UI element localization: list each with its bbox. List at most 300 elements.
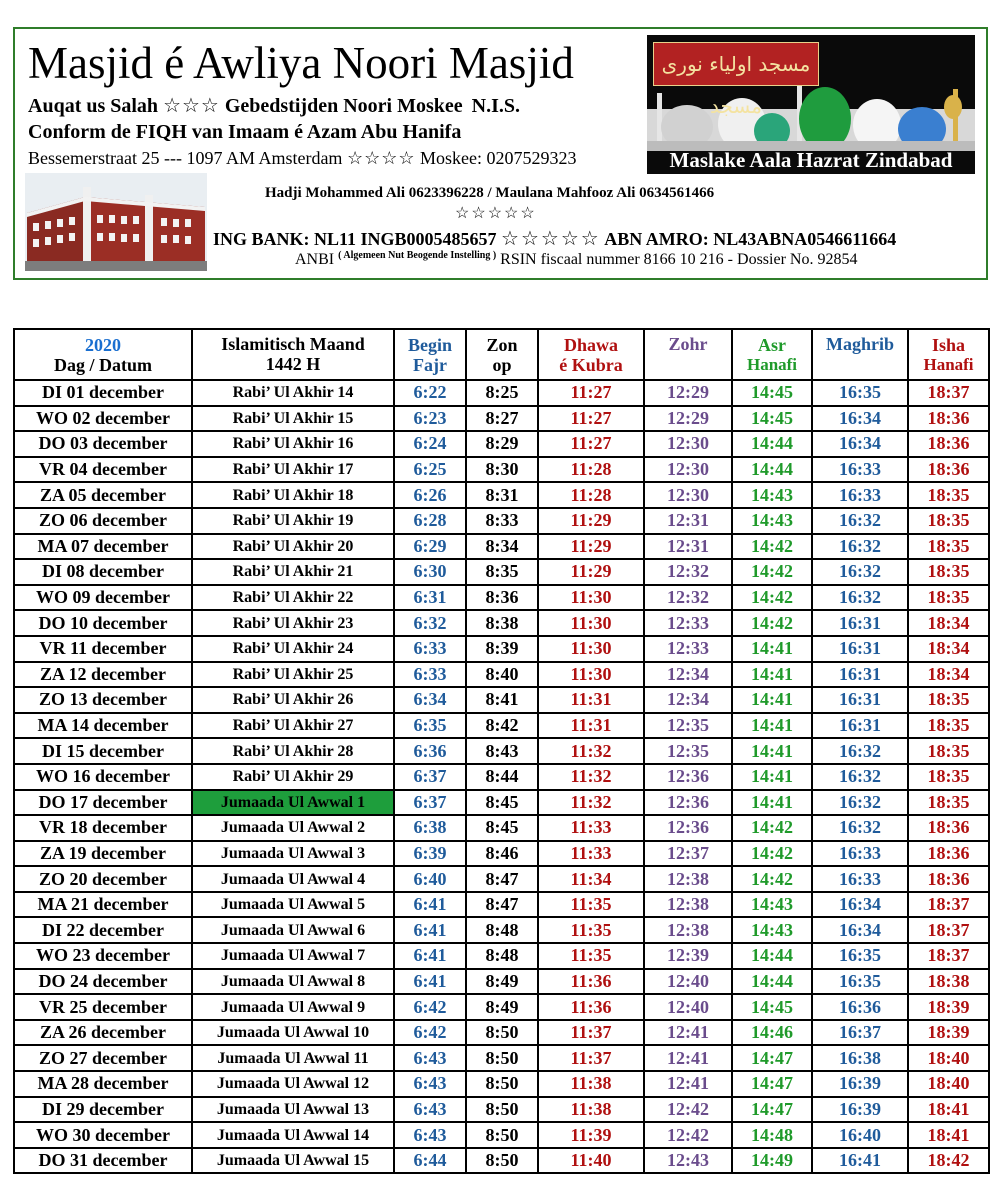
- cell-zohr: 12:31: [644, 534, 732, 560]
- cell-sunrise: 8:50: [466, 1020, 538, 1046]
- cell-dhawa: 11:30: [538, 636, 644, 662]
- header-asr-line2: Hanafi: [746, 354, 798, 374]
- cell-date: DI 22 december: [14, 917, 192, 943]
- cell-fajr: 6:43: [394, 1122, 466, 1148]
- cell-islamic-month: Jumaada Ul Awwal 9: [192, 994, 394, 1020]
- cell-maghrib: 16:31: [812, 636, 908, 662]
- table-row: [14, 431, 989, 457]
- table-row: [14, 559, 989, 585]
- cell-zohr: 12:33: [644, 636, 732, 662]
- cell-dhawa: 11:28: [538, 482, 644, 508]
- cell-fajr: 6:31: [394, 585, 466, 611]
- header-fajr-line1: Begin: [407, 334, 452, 355]
- cell-isha: 18:35: [908, 713, 989, 739]
- cell-maghrib: 16:36: [812, 994, 908, 1020]
- cell-isha: 18:38: [908, 969, 989, 995]
- table-row: [14, 1148, 989, 1174]
- cell-dhawa: 11:30: [538, 585, 644, 611]
- cell-maghrib: 16:33: [812, 457, 908, 483]
- header-zohr-label: Zohr: [668, 334, 708, 354]
- cell-isha: 18:42: [908, 1148, 989, 1174]
- cell-zohr: 12:38: [644, 866, 732, 892]
- cell-islamic-month: Jumaada Ul Awwal 6: [192, 917, 394, 943]
- mosque-domes-illustration: [647, 79, 975, 151]
- cell-zohr: 12:36: [644, 815, 732, 841]
- cell-isha: 18:40: [908, 1045, 989, 1071]
- cell-date: ZO 13 december: [14, 687, 192, 713]
- cell-zohr: 12:30: [644, 482, 732, 508]
- header-box: [13, 27, 988, 280]
- cell-maghrib: 16:41: [812, 1148, 908, 1174]
- cell-dhawa: 11:33: [538, 841, 644, 867]
- cell-date: MA 14 december: [14, 713, 192, 739]
- cell-asr: 14:43: [732, 917, 812, 943]
- cell-maghrib: 16:32: [812, 790, 908, 816]
- table-row: [14, 815, 989, 841]
- cell-zohr: 12:36: [644, 764, 732, 790]
- cell-asr: 14:45: [732, 994, 812, 1020]
- cell-isha: 18:36: [908, 841, 989, 867]
- anbi-line: [295, 250, 857, 269]
- cell-dhawa: 11:29: [538, 508, 644, 534]
- cell-date: DI 01 december: [14, 380, 192, 406]
- cell-dhawa: 11:33: [538, 815, 644, 841]
- cell-sunrise: 8:49: [466, 969, 538, 995]
- cell-fajr: 6:42: [394, 994, 466, 1020]
- cell-zohr: 12:29: [644, 380, 732, 406]
- cell-date: MA 21 december: [14, 892, 192, 918]
- cell-islamic-month: Jumaada Ul Awwal 14: [192, 1122, 394, 1148]
- cell-asr: 14:47: [732, 1045, 812, 1071]
- header-asr-line1: Asr: [758, 334, 786, 355]
- cell-asr: 14:47: [732, 1097, 812, 1123]
- cell-zohr: 12:42: [644, 1097, 732, 1123]
- cell-sunrise: 8:50: [466, 1148, 538, 1174]
- header-islamic-month: [192, 329, 394, 380]
- cell-zohr: 12:38: [644, 917, 732, 943]
- cell-isha: 18:35: [908, 790, 989, 816]
- cell-zohr: 12:43: [644, 1148, 732, 1174]
- cell-isha: 18:35: [908, 559, 989, 585]
- cell-islamic-month: Rabi’ Ul Akhir 22: [192, 585, 394, 611]
- cell-zohr: 12:41: [644, 1045, 732, 1071]
- cell-date: ZA 26 december: [14, 1020, 192, 1046]
- cell-sunrise: 8:39: [466, 636, 538, 662]
- cell-zohr: 12:36: [644, 790, 732, 816]
- cell-date: DI 15 december: [14, 738, 192, 764]
- cell-dhawa: 11:30: [538, 662, 644, 688]
- cell-asr: 14:42: [732, 559, 812, 585]
- cell-isha: 18:34: [908, 636, 989, 662]
- cell-islamic-month: Jumaada Ul Awwal 12: [192, 1071, 394, 1097]
- cell-zohr: 12:40: [644, 994, 732, 1020]
- cell-fajr: 6:35: [394, 713, 466, 739]
- cell-isha: 18:35: [908, 534, 989, 560]
- cell-sunrise: 8:29: [466, 431, 538, 457]
- cell-date: ZA 12 december: [14, 662, 192, 688]
- cell-sunrise: 8:49: [466, 994, 538, 1020]
- cell-islamic-month: Rabi’ Ul Akhir 16: [192, 431, 394, 457]
- cell-fajr: 6:30: [394, 559, 466, 585]
- cell-isha: 18:35: [908, 764, 989, 790]
- auqat-label: Auqat us Salah: [28, 95, 159, 117]
- cell-asr: 14:41: [732, 662, 812, 688]
- cell-sunrise: 8:40: [466, 662, 538, 688]
- cell-zohr: 12:34: [644, 662, 732, 688]
- cell-isha: 18:37: [908, 917, 989, 943]
- cell-fajr: 6:38: [394, 815, 466, 841]
- stars-decoration: ☆☆☆☆☆: [455, 205, 537, 222]
- header-dhawa-line2: é Kubra: [559, 354, 623, 375]
- table-row: [14, 662, 989, 688]
- cell-dhawa: 11:39: [538, 1122, 644, 1148]
- table-row: [14, 917, 989, 943]
- cell-sunrise: 8:30: [466, 457, 538, 483]
- cell-date: ZO 06 december: [14, 508, 192, 534]
- header-zohr: [644, 329, 732, 380]
- cell-zohr: 12:38: [644, 892, 732, 918]
- cell-asr: 14:48: [732, 1122, 812, 1148]
- cell-fajr: 6:22: [394, 380, 466, 406]
- table-row: [14, 790, 989, 816]
- cell-zohr: 12:37: [644, 841, 732, 867]
- cell-date: VR 04 december: [14, 457, 192, 483]
- table-row: [14, 943, 989, 969]
- cell-fajr: 6:37: [394, 790, 466, 816]
- cell-maghrib: 16:32: [812, 559, 908, 585]
- table-row: [14, 1071, 989, 1097]
- cell-asr: 14:42: [732, 815, 812, 841]
- table-row: [14, 585, 989, 611]
- cell-zohr: 12:30: [644, 457, 732, 483]
- cell-maghrib: 16:38: [812, 1045, 908, 1071]
- cell-maghrib: 16:32: [812, 585, 908, 611]
- table-row: [14, 1122, 989, 1148]
- cell-sunrise: 8:38: [466, 610, 538, 636]
- header-dhawa: [538, 329, 644, 380]
- cell-asr: 14:47: [732, 1071, 812, 1097]
- cell-fajr: 6:36: [394, 738, 466, 764]
- cell-dhawa: 11:37: [538, 1020, 644, 1046]
- table-header-row: [14, 329, 989, 380]
- cell-fajr: 6:43: [394, 1045, 466, 1071]
- table-row: [14, 380, 989, 406]
- header-fajr: [394, 329, 466, 380]
- table-row: [14, 1045, 989, 1071]
- cell-maghrib: 16:31: [812, 662, 908, 688]
- cell-islamic-month: Rabi’ Ul Akhir 21: [192, 559, 394, 585]
- cell-dhawa: 11:35: [538, 917, 644, 943]
- cell-asr: 14:43: [732, 482, 812, 508]
- cell-fajr: 6:33: [394, 636, 466, 662]
- cell-date: DO 24 december: [14, 969, 192, 995]
- cell-sunrise: 8:27: [466, 406, 538, 432]
- cell-maghrib: 16:32: [812, 764, 908, 790]
- cell-dhawa: 11:27: [538, 431, 644, 457]
- cell-fajr: 6:40: [394, 866, 466, 892]
- cell-sunrise: 8:34: [466, 534, 538, 560]
- cell-asr: 14:41: [732, 687, 812, 713]
- header-isha-line2: Hanafi: [923, 354, 974, 374]
- cell-zohr: 12:32: [644, 559, 732, 585]
- header-year: 2020: [85, 334, 121, 355]
- cell-maghrib: 16:35: [812, 969, 908, 995]
- cell-islamic-month: Jumaada Ul Awwal 5: [192, 892, 394, 918]
- cell-isha: 18:39: [908, 1020, 989, 1046]
- cell-dhawa: 11:38: [538, 1071, 644, 1097]
- cell-date: VR 18 december: [14, 815, 192, 841]
- cell-fajr: 6:41: [394, 943, 466, 969]
- cell-maghrib: 16:35: [812, 380, 908, 406]
- cell-isha: 18:36: [908, 815, 989, 841]
- cell-date: DO 03 december: [14, 431, 192, 457]
- cell-isha: 18:36: [908, 457, 989, 483]
- cell-isha: 18:36: [908, 866, 989, 892]
- cell-maghrib: 16:33: [812, 866, 908, 892]
- salah-times-line: [28, 93, 520, 118]
- cell-date: VR 25 december: [14, 994, 192, 1020]
- cell-dhawa: 11:28: [538, 457, 644, 483]
- cell-islamic-month: Rabi’ Ul Akhir 26: [192, 687, 394, 713]
- header-isha: [908, 329, 989, 380]
- cell-isha: 18:41: [908, 1097, 989, 1123]
- cell-sunrise: 8:46: [466, 841, 538, 867]
- cell-isha: 18:37: [908, 892, 989, 918]
- cell-sunrise: 8:44: [466, 764, 538, 790]
- cell-maghrib: 16:32: [812, 738, 908, 764]
- ing-bank-account: ING BANK: NL11 INGB0005485657: [213, 229, 497, 249]
- cell-sunrise: 8:41: [466, 687, 538, 713]
- header-maghrib: [812, 329, 908, 380]
- cell-zohr: 12:32: [644, 585, 732, 611]
- arabic-calligraphy-logo: مسجد اولیاء نوری مسجد: [653, 42, 819, 86]
- cell-islamic-month: Rabi’ Ul Akhir 14: [192, 380, 394, 406]
- cell-sunrise: 8:25: [466, 380, 538, 406]
- prayer-times-table: [13, 328, 990, 1174]
- table-row: [14, 713, 989, 739]
- cell-asr: 14:44: [732, 457, 812, 483]
- cell-date: DO 17 december: [14, 790, 192, 816]
- mosque-title: Masjid é Awliya Noori Masjid: [28, 38, 574, 88]
- cell-maghrib: 16:32: [812, 534, 908, 560]
- cell-zohr: 12:31: [644, 508, 732, 534]
- cell-asr: 14:43: [732, 508, 812, 534]
- table-row: [14, 457, 989, 483]
- table-row: [14, 764, 989, 790]
- header-date: [14, 329, 192, 380]
- cell-isha: 18:39: [908, 994, 989, 1020]
- cell-asr: 14:46: [732, 1020, 812, 1046]
- cell-maghrib: 16:34: [812, 917, 908, 943]
- cell-islamic-month: Jumaada Ul Awwal 4: [192, 866, 394, 892]
- header-sun-line1: Zon: [486, 334, 518, 355]
- cell-maghrib: 16:34: [812, 892, 908, 918]
- header-dhawa-line1: Dhawa: [563, 334, 618, 355]
- header-sun-line2: op: [492, 354, 512, 375]
- cell-maghrib: 16:39: [812, 1097, 908, 1123]
- cell-islamic-month: Rabi’ Ul Akhir 19: [192, 508, 394, 534]
- table-row: [14, 482, 989, 508]
- cell-islamic-month: Rabi’ Ul Akhir 25: [192, 662, 394, 688]
- cell-asr: 14:45: [732, 380, 812, 406]
- cell-zohr: 12:29: [644, 406, 732, 432]
- cell-date: ZA 19 december: [14, 841, 192, 867]
- cell-date: VR 11 december: [14, 636, 192, 662]
- header-month-line1: Islamitisch Maand: [221, 334, 365, 354]
- table-row: [14, 610, 989, 636]
- cell-islamic-month: Jumaada Ul Awwal 2: [192, 815, 394, 841]
- cell-date: WO 02 december: [14, 406, 192, 432]
- header-fajr-line2: Fajr: [413, 354, 447, 375]
- cell-islamic-month: Jumaada Ul Awwal 15: [192, 1148, 394, 1174]
- cell-sunrise: 8:45: [466, 815, 538, 841]
- cell-dhawa: 11:32: [538, 790, 644, 816]
- table-row: [14, 866, 989, 892]
- cell-fajr: 6:25: [394, 457, 466, 483]
- cell-islamic-month: Rabi’ Ul Akhir 18: [192, 482, 394, 508]
- cell-fajr: 6:33: [394, 662, 466, 688]
- cell-asr: 14:49: [732, 1148, 812, 1174]
- header-date-label: Dag / Datum: [54, 354, 152, 375]
- cell-islamic-month: Rabi’ Ul Akhir 23: [192, 610, 394, 636]
- gebedstijden-label: Gebedstijden Noori Moskee: [224, 95, 463, 117]
- cell-isha: 18:35: [908, 482, 989, 508]
- stars-decoration: ☆☆☆☆: [346, 148, 416, 168]
- cell-date: DO 31 december: [14, 1148, 192, 1174]
- cell-asr: 14:41: [732, 790, 812, 816]
- cell-maghrib: 16:40: [812, 1122, 908, 1148]
- cell-maghrib: 16:34: [812, 406, 908, 432]
- table-row: [14, 1097, 989, 1123]
- cell-zohr: 12:34: [644, 687, 732, 713]
- header-sunrise: [466, 329, 538, 380]
- cell-date: WO 16 december: [14, 764, 192, 790]
- cell-sunrise: 8:33: [466, 508, 538, 534]
- cell-fajr: 6:41: [394, 892, 466, 918]
- header-asr: [732, 329, 812, 380]
- address-line: [28, 148, 576, 169]
- cell-islamic-month: Rabi’ Ul Akhir 20: [192, 534, 394, 560]
- cell-maghrib: 16:31: [812, 610, 908, 636]
- cell-sunrise: 8:50: [466, 1122, 538, 1148]
- cell-asr: 14:43: [732, 892, 812, 918]
- cell-dhawa: 11:29: [538, 534, 644, 560]
- cell-islamic-month: Jumaada Ul Awwal 3: [192, 841, 394, 867]
- cell-fajr: 6:39: [394, 841, 466, 867]
- cell-maghrib: 16:35: [812, 943, 908, 969]
- cell-islamic-month: Jumaada Ul Awwal 1: [192, 790, 394, 816]
- cell-sunrise: 8:43: [466, 738, 538, 764]
- cell-dhawa: 11:35: [538, 892, 644, 918]
- cell-dhawa: 11:36: [538, 994, 644, 1020]
- cell-isha: 18:37: [908, 943, 989, 969]
- cell-islamic-month: Jumaada Ul Awwal 13: [192, 1097, 394, 1123]
- contact-persons: Hadji Mohammed Ali 0623396228 / Maulana Mahfooz Ali 0634561466: [265, 185, 715, 201]
- cell-dhawa: 11:31: [538, 713, 644, 739]
- cell-fajr: 6:37: [394, 764, 466, 790]
- cell-zohr: 12:40: [644, 969, 732, 995]
- cell-maghrib: 16:33: [812, 841, 908, 867]
- cell-fajr: 6:28: [394, 508, 466, 534]
- mosque-banner-image: [647, 35, 975, 174]
- table-row: [14, 969, 989, 995]
- cell-date: WO 09 december: [14, 585, 192, 611]
- cell-fajr: 6:32: [394, 610, 466, 636]
- cell-zohr: 12:39: [644, 943, 732, 969]
- fiqh-line: Conform de FIQH van Imaam é Azam Abu Hanifa: [28, 121, 462, 143]
- table-row: [14, 534, 989, 560]
- cell-dhawa: 11:32: [538, 764, 644, 790]
- cell-asr: 14:42: [732, 866, 812, 892]
- mosque-phone: Moskee: 0207529323: [419, 148, 577, 168]
- table-row: [14, 892, 989, 918]
- abn-amro-account: ABN AMRO: NL43ABNA0546611664: [604, 229, 897, 249]
- table-row: [14, 406, 989, 432]
- cell-maghrib: 16:39: [812, 1071, 908, 1097]
- cell-sunrise: 8:42: [466, 713, 538, 739]
- cell-sunrise: 8:47: [466, 892, 538, 918]
- cell-sunrise: 8:48: [466, 917, 538, 943]
- cell-sunrise: 8:50: [466, 1097, 538, 1123]
- cell-isha: 18:35: [908, 508, 989, 534]
- cell-dhawa: 11:29: [538, 559, 644, 585]
- stars-decoration: ☆☆☆: [163, 95, 220, 117]
- cell-maghrib: 16:31: [812, 687, 908, 713]
- table-row: [14, 738, 989, 764]
- cell-asr: 14:42: [732, 534, 812, 560]
- nis-tag: N.I.S.: [471, 95, 520, 117]
- cell-fajr: 6:44: [394, 1148, 466, 1174]
- cell-isha: 18:35: [908, 585, 989, 611]
- cell-fajr: 6:43: [394, 1071, 466, 1097]
- cell-asr: 14:41: [732, 764, 812, 790]
- cell-zohr: 12:41: [644, 1071, 732, 1097]
- cell-fajr: 6:24: [394, 431, 466, 457]
- cell-date: WO 23 december: [14, 943, 192, 969]
- header-isha-line1: Isha: [931, 334, 966, 355]
- cell-maghrib: 16:31: [812, 713, 908, 739]
- cell-maghrib: 16:33: [812, 482, 908, 508]
- cell-asr: 14:41: [732, 713, 812, 739]
- table-row: [14, 1020, 989, 1046]
- cell-islamic-month: Rabi’ Ul Akhir 24: [192, 636, 394, 662]
- cell-asr: 14:44: [732, 969, 812, 995]
- cell-fajr: 6:41: [394, 969, 466, 995]
- cell-fajr: 6:29: [394, 534, 466, 560]
- cell-fajr: 6:34: [394, 687, 466, 713]
- cell-date: ZO 20 december: [14, 866, 192, 892]
- cell-fajr: 6:23: [394, 406, 466, 432]
- cell-sunrise: 8:47: [466, 866, 538, 892]
- cell-asr: 14:42: [732, 610, 812, 636]
- cell-asr: 14:45: [732, 406, 812, 432]
- cell-zohr: 12:42: [644, 1122, 732, 1148]
- cell-asr: 14:42: [732, 841, 812, 867]
- cell-isha: 18:35: [908, 687, 989, 713]
- cell-dhawa: 11:38: [538, 1097, 644, 1123]
- table-body: [14, 380, 989, 1173]
- table-row: [14, 687, 989, 713]
- cell-isha: 18:34: [908, 662, 989, 688]
- cell-islamic-month: Rabi’ Ul Akhir 28: [192, 738, 394, 764]
- cell-islamic-month: Rabi’ Ul Akhir 15: [192, 406, 394, 432]
- cell-islamic-month: Rabi’ Ul Akhir 27: [192, 713, 394, 739]
- cell-asr: 14:42: [732, 585, 812, 611]
- cell-maghrib: 16:34: [812, 431, 908, 457]
- cell-asr: 14:41: [732, 738, 812, 764]
- cell-fajr: 6:26: [394, 482, 466, 508]
- cell-date: WO 30 december: [14, 1122, 192, 1148]
